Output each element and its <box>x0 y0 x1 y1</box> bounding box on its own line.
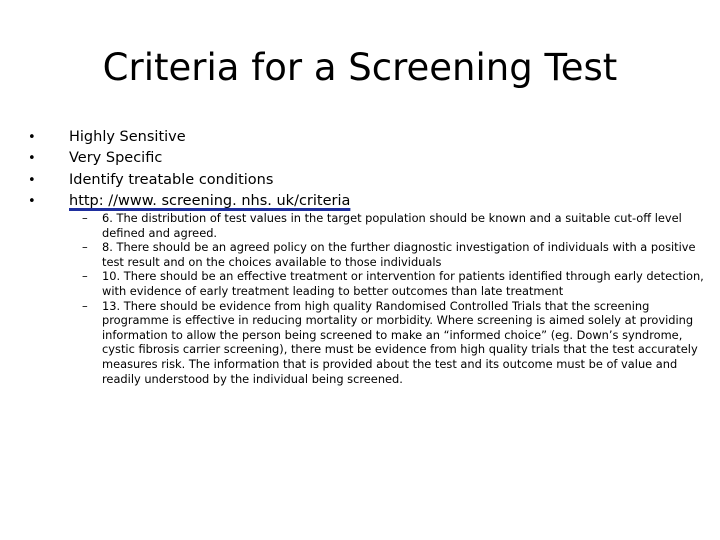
dash-marker: – <box>82 269 88 284</box>
bullet-marker: • <box>28 151 36 167</box>
bullet-marker: • <box>28 193 36 209</box>
criteria-sub-list <box>82 211 704 386</box>
bullet-text: Identify treatable conditions <box>69 171 274 188</box>
bullet-marker: • <box>28 130 36 145</box>
dash-marker: – <box>82 298 88 313</box>
bullet-list <box>28 127 688 212</box>
criterion-6 <box>82 211 704 240</box>
bullet-marker: • <box>28 172 36 188</box>
slide-title: Criteria for a Screening Test <box>102 46 618 89</box>
criterion-text: 6. The distribution of test values in the target population should be known and a suitable cut-off level defined and agreed. <box>102 211 682 240</box>
criterion-13 <box>82 299 704 387</box>
dash-marker: – <box>82 240 88 255</box>
bullet-criteria-link <box>28 191 688 212</box>
bullet-treatable-conditions <box>28 170 688 191</box>
criterion-10 <box>82 269 704 298</box>
criteria-link[interactable]: http: //www. screening. nhs. uk/criteria <box>69 192 351 209</box>
bullet-text: Very Specific <box>69 150 163 167</box>
bullet-highly-sensitive <box>28 127 688 148</box>
bullet-text: Highly Sensitive <box>69 129 186 145</box>
criterion-text: 10. There should be an effective treatment or intervention for patients identified through early detection, with evidence of early treatment leading to better outcomes than late treatment <box>102 269 704 298</box>
criterion-text: 13. There should be evidence from high quality Randomised Controlled Trials that the screening programme is effective in reducing mortality or morbidity. Where screening is aimed solely at providing information to allow the person being screened to make an “informed choice” (eg. Down’s syndrome, cystic fibrosis carrier screening), there must be evidence from high quality trials that the test accurately measures risk. The information that is provided about the test and its outcome must be of value and readily understood by the individual being screened. <box>102 298 698 386</box>
bullet-very-specific <box>28 148 688 169</box>
criterion-8 <box>82 240 704 269</box>
dash-marker: – <box>82 211 88 225</box>
criterion-text: 8. There should be an agreed policy on the further diagnostic investigation of individuals with a positive test result and on the choices available to those individuals <box>102 240 696 269</box>
